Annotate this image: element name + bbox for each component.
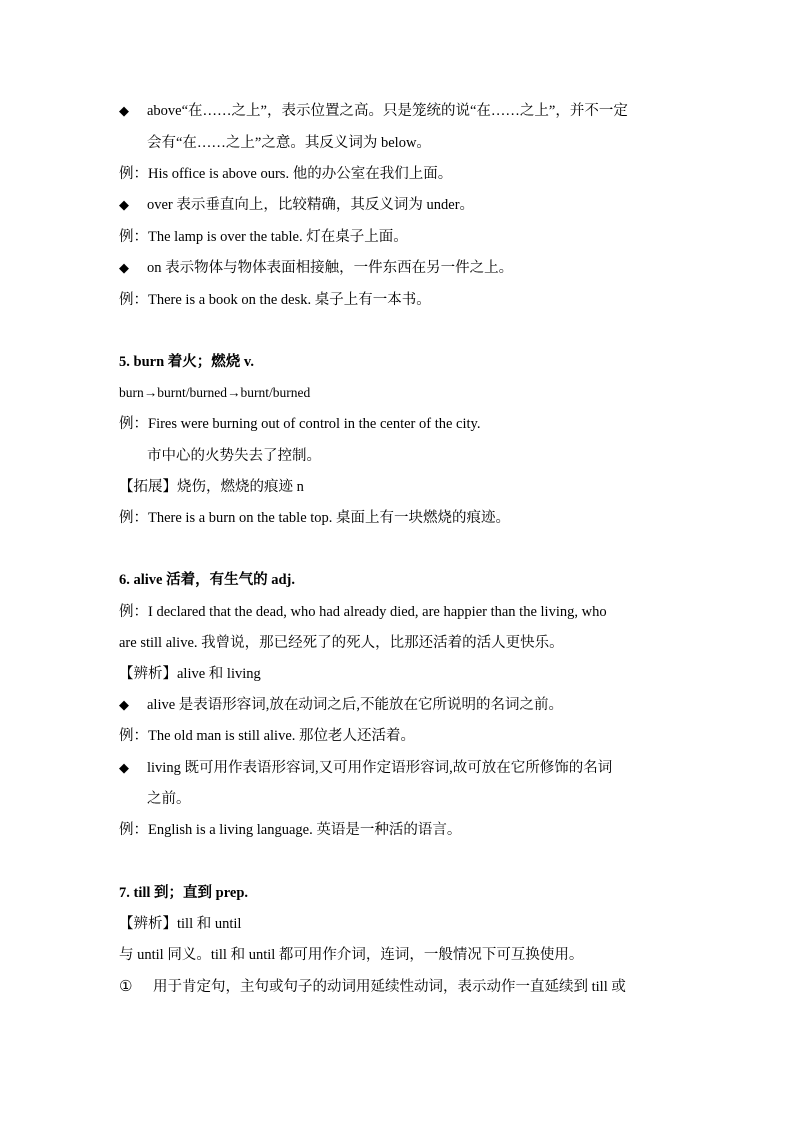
diamond-bullet-icon: ◆	[119, 761, 129, 776]
section-heading	[119, 352, 254, 372]
line-text: 例：Fires were burning out of control in the center of the city.	[119, 416, 481, 432]
example-line	[119, 726, 415, 746]
line-text: 【辨析】till 和 until	[119, 916, 242, 932]
line-text: living 既可用作表语形容词,又可用作定语形容词,故可放在它所修饰的名词	[147, 760, 613, 776]
example-line	[119, 290, 431, 310]
heading-text: 5. burn 着火；燃烧 v.	[119, 354, 254, 370]
heading-text: 6. alive 活着，有生气的 adj.	[119, 572, 296, 588]
line-text: 例：The old man is still alive. 那位老人还活着。	[119, 728, 416, 744]
line-text: 例：His office is above ours. 他的办公室在我们上面。	[119, 166, 453, 182]
text-line	[119, 945, 583, 965]
line-text: burn→burnt/burned→burnt/burned	[119, 385, 311, 400]
example-line	[119, 508, 510, 528]
text-line	[119, 695, 563, 716]
line-text: over 表示垂直向上，比较精确，其反义词为 under。	[147, 197, 475, 213]
text-line	[119, 477, 304, 497]
text-line	[119, 664, 261, 684]
line-text: 【辨析】alive 和 living	[119, 666, 261, 682]
line-text: are still alive. 我曾说，那已经死了的死人，比那还活着的活人更快乐。	[119, 635, 564, 651]
line-text: 与 until 同义。till 和 until 都可用作介词，连词，一般情况下可互换使用。	[119, 947, 584, 963]
line-text: 例：There is a book on the desk. 桌子上有一本书。	[119, 292, 431, 308]
text-line	[119, 195, 474, 216]
text-line	[147, 789, 191, 809]
line-text: on 表示物体与物体表面相接触，一件东西在另一件之上。	[147, 260, 514, 276]
text-line	[119, 758, 612, 779]
example-line	[119, 164, 452, 184]
line-text: 例：English is a living language. 英语是一种活的语言。	[119, 822, 462, 838]
text-line	[119, 258, 513, 279]
example-line	[119, 602, 607, 622]
example-line	[119, 820, 461, 840]
diamond-bullet-icon: ◆	[119, 261, 129, 276]
text-line	[119, 383, 310, 403]
line-text: 用于肯定句，主句或句子的动词用延续性动词，表示动作一直延续到 till 或	[153, 979, 626, 995]
text-line	[147, 446, 321, 466]
text-line	[119, 101, 628, 122]
text-line	[147, 133, 431, 153]
example-line	[119, 227, 408, 247]
heading-text: 7. till 到；直到 prep.	[119, 885, 249, 901]
diamond-bullet-icon: ◆	[119, 698, 129, 713]
line-text: 例：The lamp is over the table. 灯在桌子上面。	[119, 229, 408, 245]
text-line	[119, 976, 626, 997]
line-text: 会有“在……之上”之意。其反义词为 below。	[147, 135, 431, 151]
example-line	[119, 414, 480, 434]
diamond-bullet-icon: ◆	[119, 198, 129, 213]
text-line	[119, 633, 564, 653]
line-text: 市中心的火势失去了控制。	[147, 448, 321, 464]
circled-one-icon: ①	[119, 977, 133, 995]
diamond-bullet-icon: ◆	[119, 104, 129, 119]
line-text: above“在……之上”，表示位置之高。只是笼统的说“在……之上”，并不一定	[147, 103, 628, 119]
line-text: 例：I declared that the dead, who had already died, are happier than the living, who	[119, 604, 607, 620]
text-line	[119, 914, 241, 934]
section-heading	[119, 570, 295, 590]
line-text: 例：There is a burn on the table top. 桌面上有一块燃烧的痕迹。	[119, 510, 511, 526]
line-text: alive 是表语形容词,放在动词之后,不能放在它所说明的名词之前。	[147, 697, 564, 713]
line-text: 【拓展】烧伤，燃烧的痕迹 n	[119, 479, 304, 495]
section-heading	[119, 883, 248, 903]
line-text: 之前。	[147, 791, 191, 807]
